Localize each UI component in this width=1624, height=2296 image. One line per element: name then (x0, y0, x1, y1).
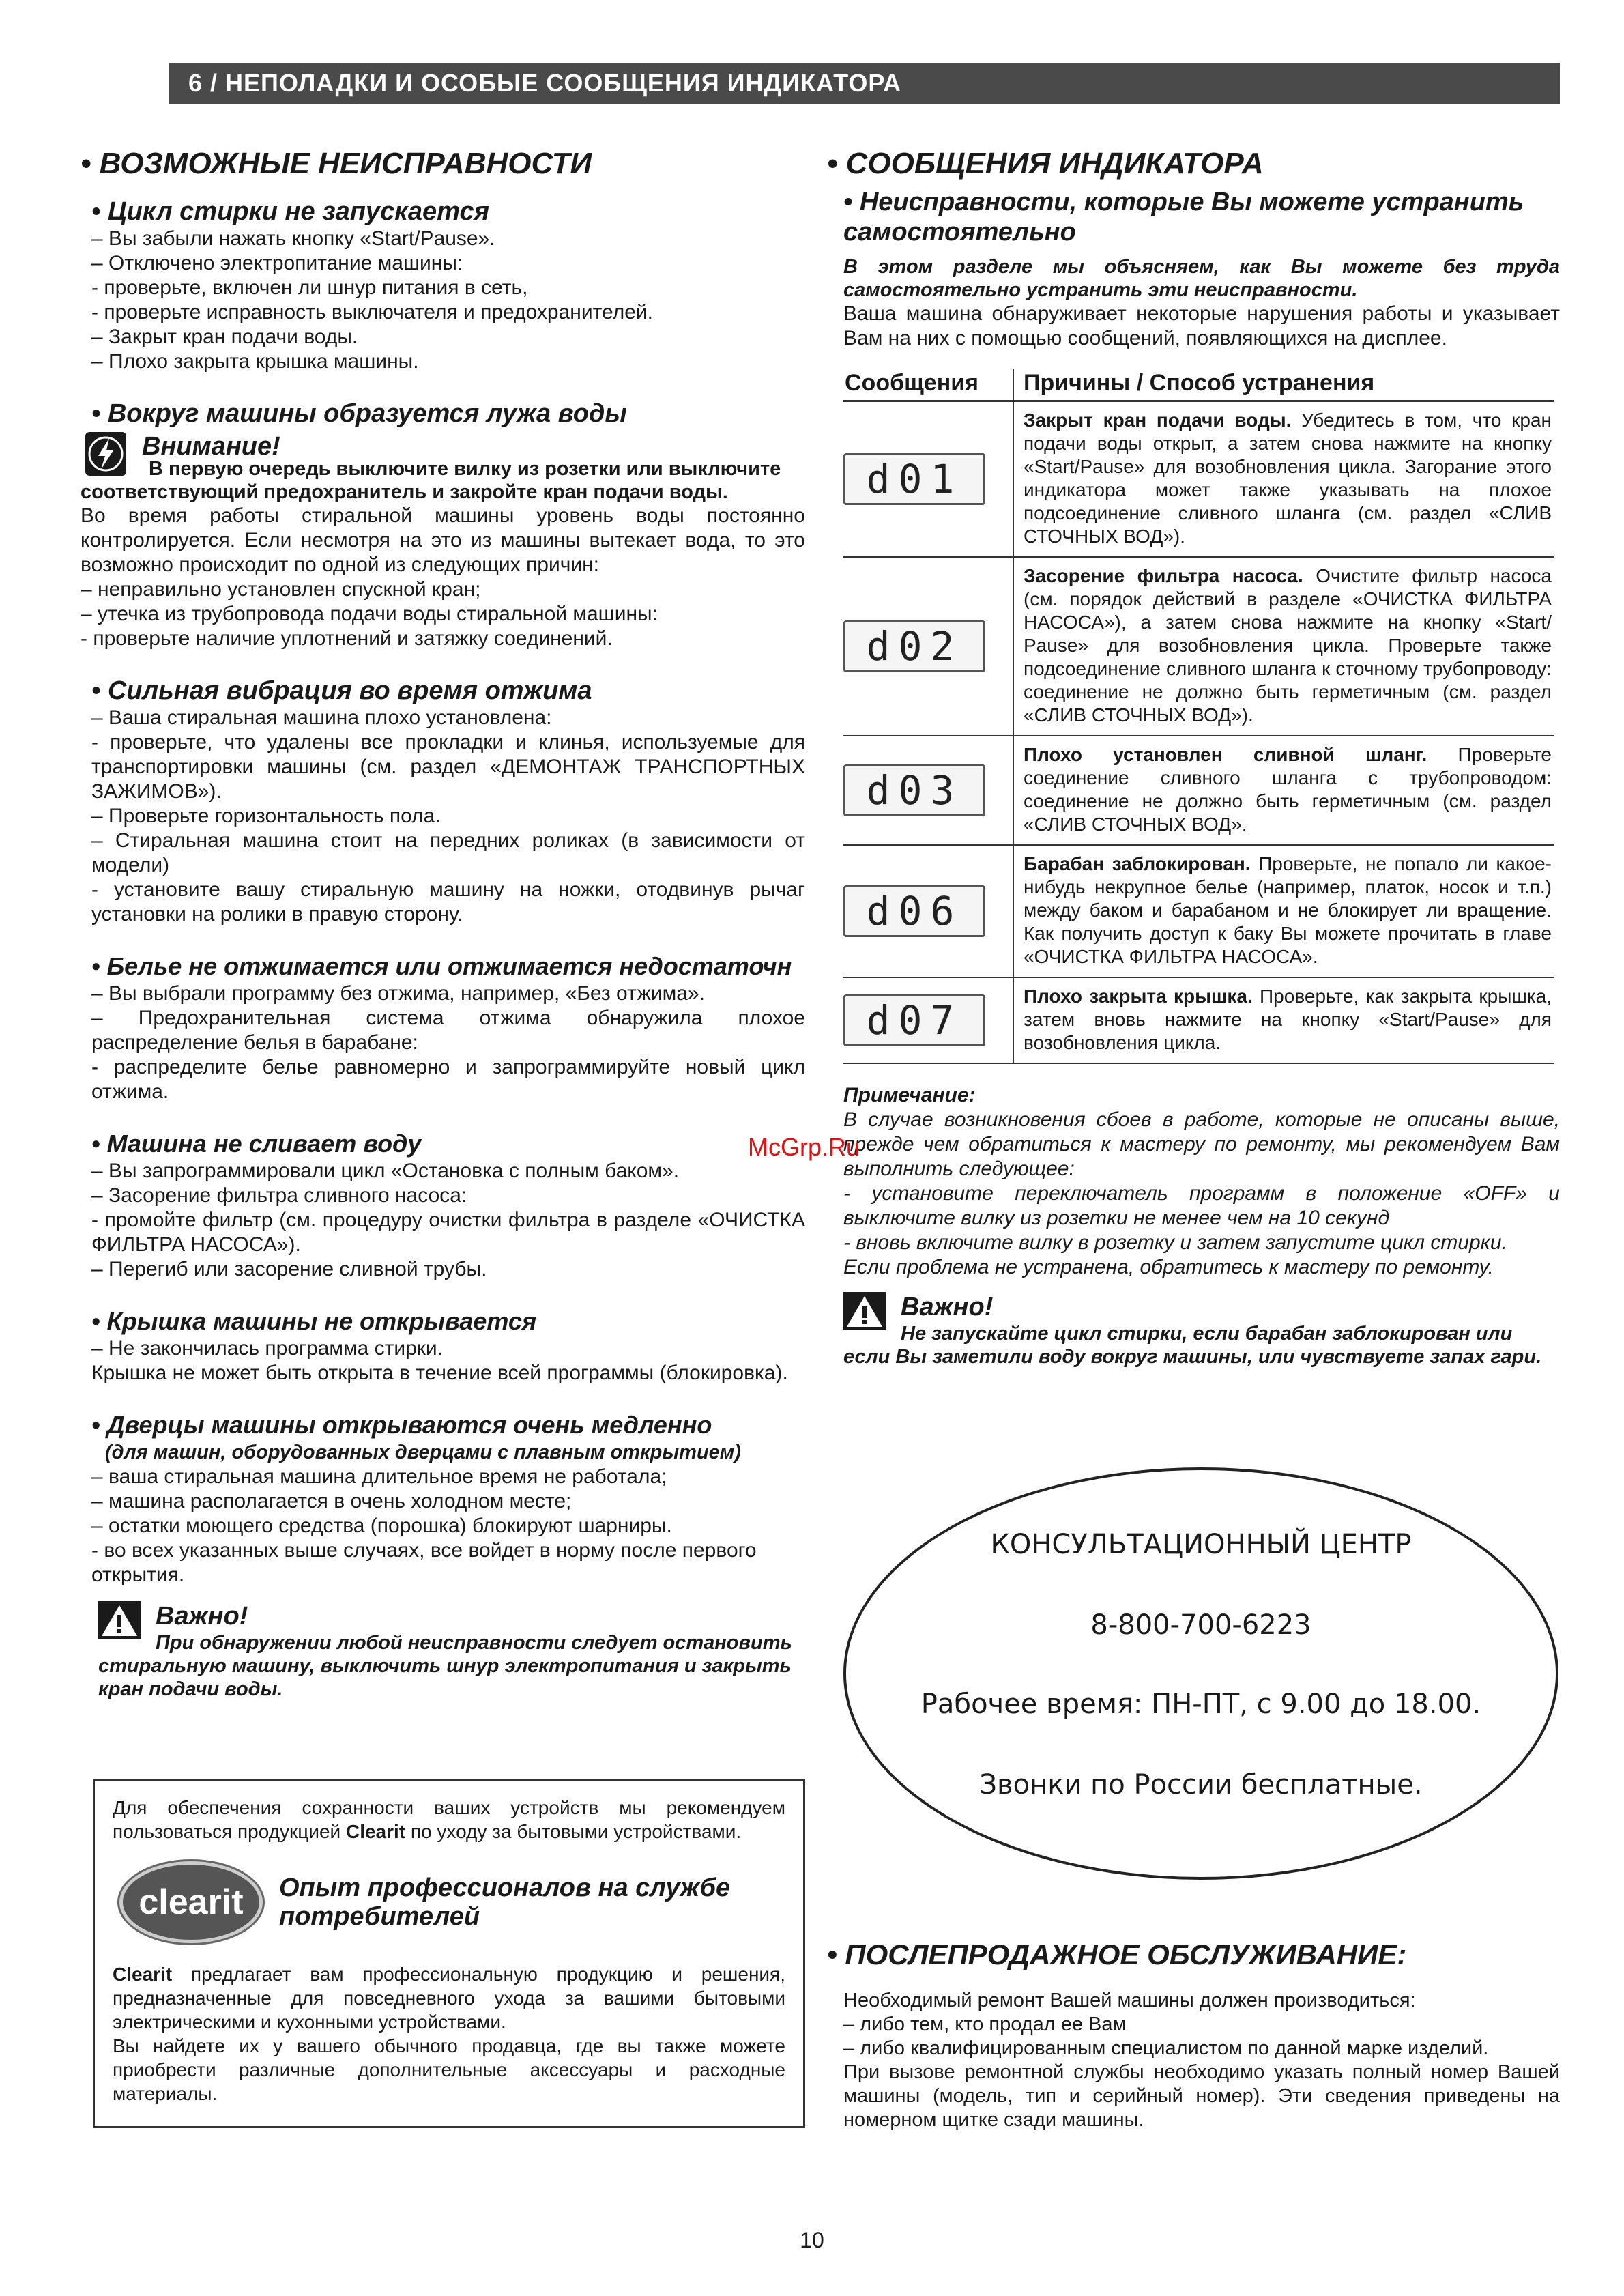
text-line: – Плохо закрыта крышка машины. (91, 350, 419, 373)
clearit-body-a: предлагает вам профессиональную продукцию и решения, предназначенные для повседневного ухода за вашими бытовыми электрическими и кухонными устройствами. (113, 1964, 785, 2033)
text-line: – Закрыт кран подачи воды. (91, 326, 358, 348)
service-line: При вызове ремонтной службы необходимо указать полный номер Вашей машины (модель, тип и серийный номер). Эти сведения приведены на номерном щитке сзади машины. (843, 2061, 1560, 2131)
section-no-drain (81, 1129, 805, 1282)
text-line: – ваша стиральная машина длительное время не работала; (91, 1465, 667, 1488)
row-title: Засорение фильтра насоса. (1024, 565, 1303, 586)
consult-hours: Рабочее время: ПН-ПТ, с 9.00 до 18.00. (920, 1689, 1481, 1720)
row-title: Плохо закрыта крышка. (1024, 986, 1253, 1007)
note-title: Примечание: (843, 1084, 976, 1106)
section-spin (81, 951, 805, 1104)
text-line: – остатки моющего средства (порошка) блокируют шарниры. (91, 1515, 672, 1537)
section-cycle-not-start (81, 197, 805, 374)
row-text: Проверьте, как закрыта крышка, затем вновь нажмите на кнопку «Start/Pause» для возобновления цикла. (1024, 986, 1552, 1053)
row-title: Плохо установлен сливной шланг. (1024, 744, 1427, 765)
important-text: Не запускайте цикл стирки, если барабан заблокирован или если Вы заметили воду вокруг машины, или чувствуете запах гари. (843, 1323, 1542, 1368)
section-vibration (81, 676, 805, 927)
text-line: – Проверьте горизонтальность пола. (91, 805, 441, 827)
heading-spin: • Белье не отжимается или отжимается недостаточн (91, 952, 792, 980)
text-line: - распределите белье равномерно и запрограммируйте новый цикл отжима. (91, 1056, 805, 1103)
clearit-logo-text: clearit (139, 1882, 244, 1922)
service-line: Необходимый ремонт Вашей машины должен производиться: (843, 1990, 1416, 2011)
important-title: Важно! (156, 1602, 248, 1631)
clearit-body-2: Вы найдете их у вашего обычного продавца, где вы также можете приобрести различные дополнительные аксессуары и расходные материалы. (113, 2035, 785, 2104)
important-block-left (81, 1601, 805, 1701)
row-title: Закрыт кран подачи воды. (1024, 410, 1292, 431)
clearit-body (113, 1962, 785, 2034)
consult-free: Звонки по России бесплатные. (979, 1769, 1423, 1800)
watermark-text: McGrp.Ru (748, 1133, 860, 1161)
text-line: - во всех указанных выше случаях, все войдет в норму после первого открытия. (91, 1539, 757, 1586)
heading-no-drain: • Машина не сливает воду (91, 1130, 422, 1158)
table-row (843, 401, 1554, 558)
heading-lid: • Крышка машины не открывается (91, 1307, 537, 1335)
service-section (827, 1937, 1560, 2132)
row-text: Убедитесь в том, что кран подачи воды открыт, а затем снова нажмите на кнопку «Start/Pause» для возобновления цикла. Загорание этого индикатора может также указывать на плохое подсоединение сливного шланга (см. раздел «СЛИВ СТОЧНЫХ ВОД»). (1024, 410, 1552, 547)
heading-cycle-not-start: • Цикл стирки не запускается (91, 197, 489, 226)
text-line: - проверьте, включен ли шнур питания в сеть, (91, 276, 528, 299)
table-row (843, 977, 1554, 1063)
text-line: – Стиральная машина стоит на передних роликах (в зависимости от модели) (91, 829, 805, 876)
text-line: - проверьте, что удалены все прокладки и клинья, используемые для транспортировки машины (см. раздел «ДЕМОНТАЖ ТРАНСПОРТНЫХ ЗАЖИМОВ»). (91, 731, 805, 803)
note-line: - установите переключатель программ в положение «OFF» и выключите вилку из розетки не менее чем на 10 секунд (843, 1182, 1560, 1229)
clearit-logo (119, 1861, 263, 1943)
clearit-intro (113, 1796, 785, 1843)
service-line: – либо тем, кто продал ее Вам (843, 2013, 1127, 2035)
clearit-brand: Clearit (345, 1821, 406, 1842)
column-header-messages: Сообщения (843, 369, 1013, 401)
left-title: • ВОЗМОЖНЫЕ НЕИСПРАВНОСТИ (81, 147, 592, 180)
display-code: d01 (843, 453, 985, 505)
subheading-doors: (для машин, оборудованных дверцами с плавным открытием) (105, 1441, 741, 1463)
consult-phone: 8-800-700-6223 (1090, 1609, 1311, 1641)
section-doors (81, 1410, 805, 1588)
clearit-intro-b: по уходу за бытовыми устройствами. (405, 1821, 742, 1842)
column-header-causes: Причины / Способ устранения (1013, 369, 1554, 401)
note-line: В случае возникновения сбоев в работе, которые не описаны выше, прежде чем обратиться к мастеру по ремонту, мы рекомендуем Вам выполнить следующее: (843, 1108, 1560, 1180)
right-lead: Ваша машина обнаруживает некоторые нарушения работы и указывает Вам на них с помощью сообщений, появляющихся на дисплее. (843, 302, 1560, 349)
text-body: Во время работы стиральной машины уровень воды постоянно контролируется. Если несмотря на это из машины вытекает вода, то это возможно происходит по одной из следующих причин: (81, 504, 805, 576)
important-block-right (827, 1292, 1560, 1368)
text-line: - проверьте наличие уплотнений и затяжку соединений. (81, 627, 613, 650)
text-line: – Предохранительная система отжима обнаружила плохое распределение белья в барабане: (91, 1007, 805, 1054)
right-lead-bold: В этом разделе мы объясняем, как Вы можете без труда самостоятельно устранить эти неисправности. (843, 256, 1560, 301)
right-title: • СООБЩЕНИЯ ИНДИКАТОРА (827, 147, 1264, 180)
note-block (827, 1083, 1560, 1280)
text-line: – Вы запрограммировали цикл «Остановка с полным баком». (91, 1160, 680, 1182)
clearit-intro-a: Для обеспечения сохранности ваших устройств мы рекомендуем пользоваться продукцией (113, 1797, 785, 1842)
table-row (843, 736, 1554, 845)
text-line: – Не закончилась программа стирки. (91, 1337, 443, 1360)
heading-water-puddle: • Вокруг машины образуется лужа воды (91, 399, 627, 428)
text-line: - промойте фильтр (см. процедуру очистки фильтра в разделе «ОЧИСТКА ФИЛЬТРА НАСОСА»). (91, 1209, 805, 1256)
text-line: – неправильно установлен спускной кран; (81, 578, 481, 601)
electric-warning-icon (85, 431, 127, 476)
section-lid (81, 1306, 805, 1386)
text-line: – Вы выбрали программу без отжима, например, «Без отжима». (91, 982, 705, 1005)
clearit-logo-row (119, 1861, 785, 1943)
left-column (81, 146, 805, 1701)
messages-table (843, 369, 1554, 1064)
warning-title: Внимание! (142, 432, 280, 461)
service-title: • ПОСЛЕПРОДАЖНОЕ ОБСЛУЖИВАНИЕ: (827, 1938, 1407, 1970)
display-code: d07 (843, 994, 985, 1046)
heading-doors: • Дверцы машины открываются очень медленно (91, 1411, 712, 1439)
page-number: 10 (800, 2228, 824, 2252)
text-line: – Отключено электропитание машины: (91, 252, 463, 274)
text-line: – машина располагается в очень холодном месте; (91, 1490, 572, 1512)
important-title: Важно! (901, 1293, 994, 1321)
row-text: Проверьте соединение сливного шланга с трубопроводом: соединение не должно быть герметичным (см. раздел «СЛИВ СТОЧНЫХ ВОД». (1024, 744, 1552, 835)
consult-title: КОНСУЛЬТАЦИОННЫЙ ЦЕНТР (990, 1529, 1412, 1560)
heading-vibration: • Сильная вибрация во время отжима (91, 676, 592, 705)
text-line: - установите вашу стиральную машину на ножки, отодвинув рычаг установки на ролики в правую сторону. (91, 878, 805, 925)
text-line: – Перегиб или засорение сливной трубы. (91, 1258, 487, 1280)
table-row (843, 845, 1554, 977)
right-column (827, 146, 1560, 1368)
row-text: Очистите фильтр насоса (см. порядок действий в разделе «ОЧИСТКА ФИЛЬТРА НАСОСА»), а затем снова нажмите на кнопку «Start/ Pause» для возобновления цикла. Проверьте также подсоединение сливного шланга к сточному трубопроводу: соединение не должно быть герметичным (см. раздел «СЛИВ СТОЧНЫХ ВОД»). (1024, 565, 1552, 726)
service-line: – либо квалифицированным специалистом по данной марке изделий. (843, 2037, 1489, 2059)
display-code: d06 (843, 885, 985, 937)
text-line: – утечка из трубопровода подачи воды стиральной машины: (81, 603, 658, 625)
section-header: 6 / НЕПОЛАДКИ И ОСОБЫЕ СООБЩЕНИЯ ИНДИКАТОРА (169, 63, 1560, 104)
text-line: – Вы забыли нажать кнопку «Start/Pause». (91, 227, 495, 250)
note-line: - вновь включите вилку в розетку и затем запустите цикл стирки. (843, 1231, 1507, 1254)
note-line: Если проблема не устранена, обратитесь к мастеру по ремонту. (843, 1256, 1494, 1278)
clearit-box (93, 1779, 805, 2128)
section-water-puddle (81, 399, 805, 651)
row-title: Барабан заблокирован. (1024, 853, 1251, 874)
text-line: - проверьте исправность выключателя и предохранителей. (91, 301, 653, 324)
right-subtitle: • Неисправности, которые Вы можете устранить самостоятельно (843, 188, 1524, 246)
important-text: При обнаружении любой неисправности следует остановить стиральную машину, выключить шнур электропитания и закрыть кран подачи воды. (98, 1632, 792, 1700)
table-header-row (843, 369, 1554, 401)
clearit-slogan: Опыт профессионалов на службе потребителей (279, 1874, 731, 1931)
clearit-body-brand: Clearit (113, 1964, 173, 1985)
text-line: – Засорение фильтра сливного насоса: (91, 1184, 467, 1207)
display-code: d03 (843, 764, 985, 816)
row-text: Проверьте, не попало ли какое-нибудь некрупное белье (например, платок, носок и т.п.) между баком и барабаном и не блокирует ли вращение. Как получить доступ к баку Вы можете прочитать в главе «ОЧИСТКА ФИЛЬТРА НАСОСА». (1024, 853, 1552, 967)
consultation-center (843, 1467, 1558, 1880)
display-code: d02 (843, 620, 985, 672)
warning-text: В первую очередь выключите вилку из розетки или выключите соответствующий предохранитель и закройте кран подачи воды. (81, 458, 781, 503)
text-line: Крышка не может быть открыта в течение всей программы (блокировка). (91, 1362, 788, 1384)
text-line: – Ваша стиральная машина плохо установлена: (91, 706, 552, 729)
table-row (843, 557, 1554, 736)
